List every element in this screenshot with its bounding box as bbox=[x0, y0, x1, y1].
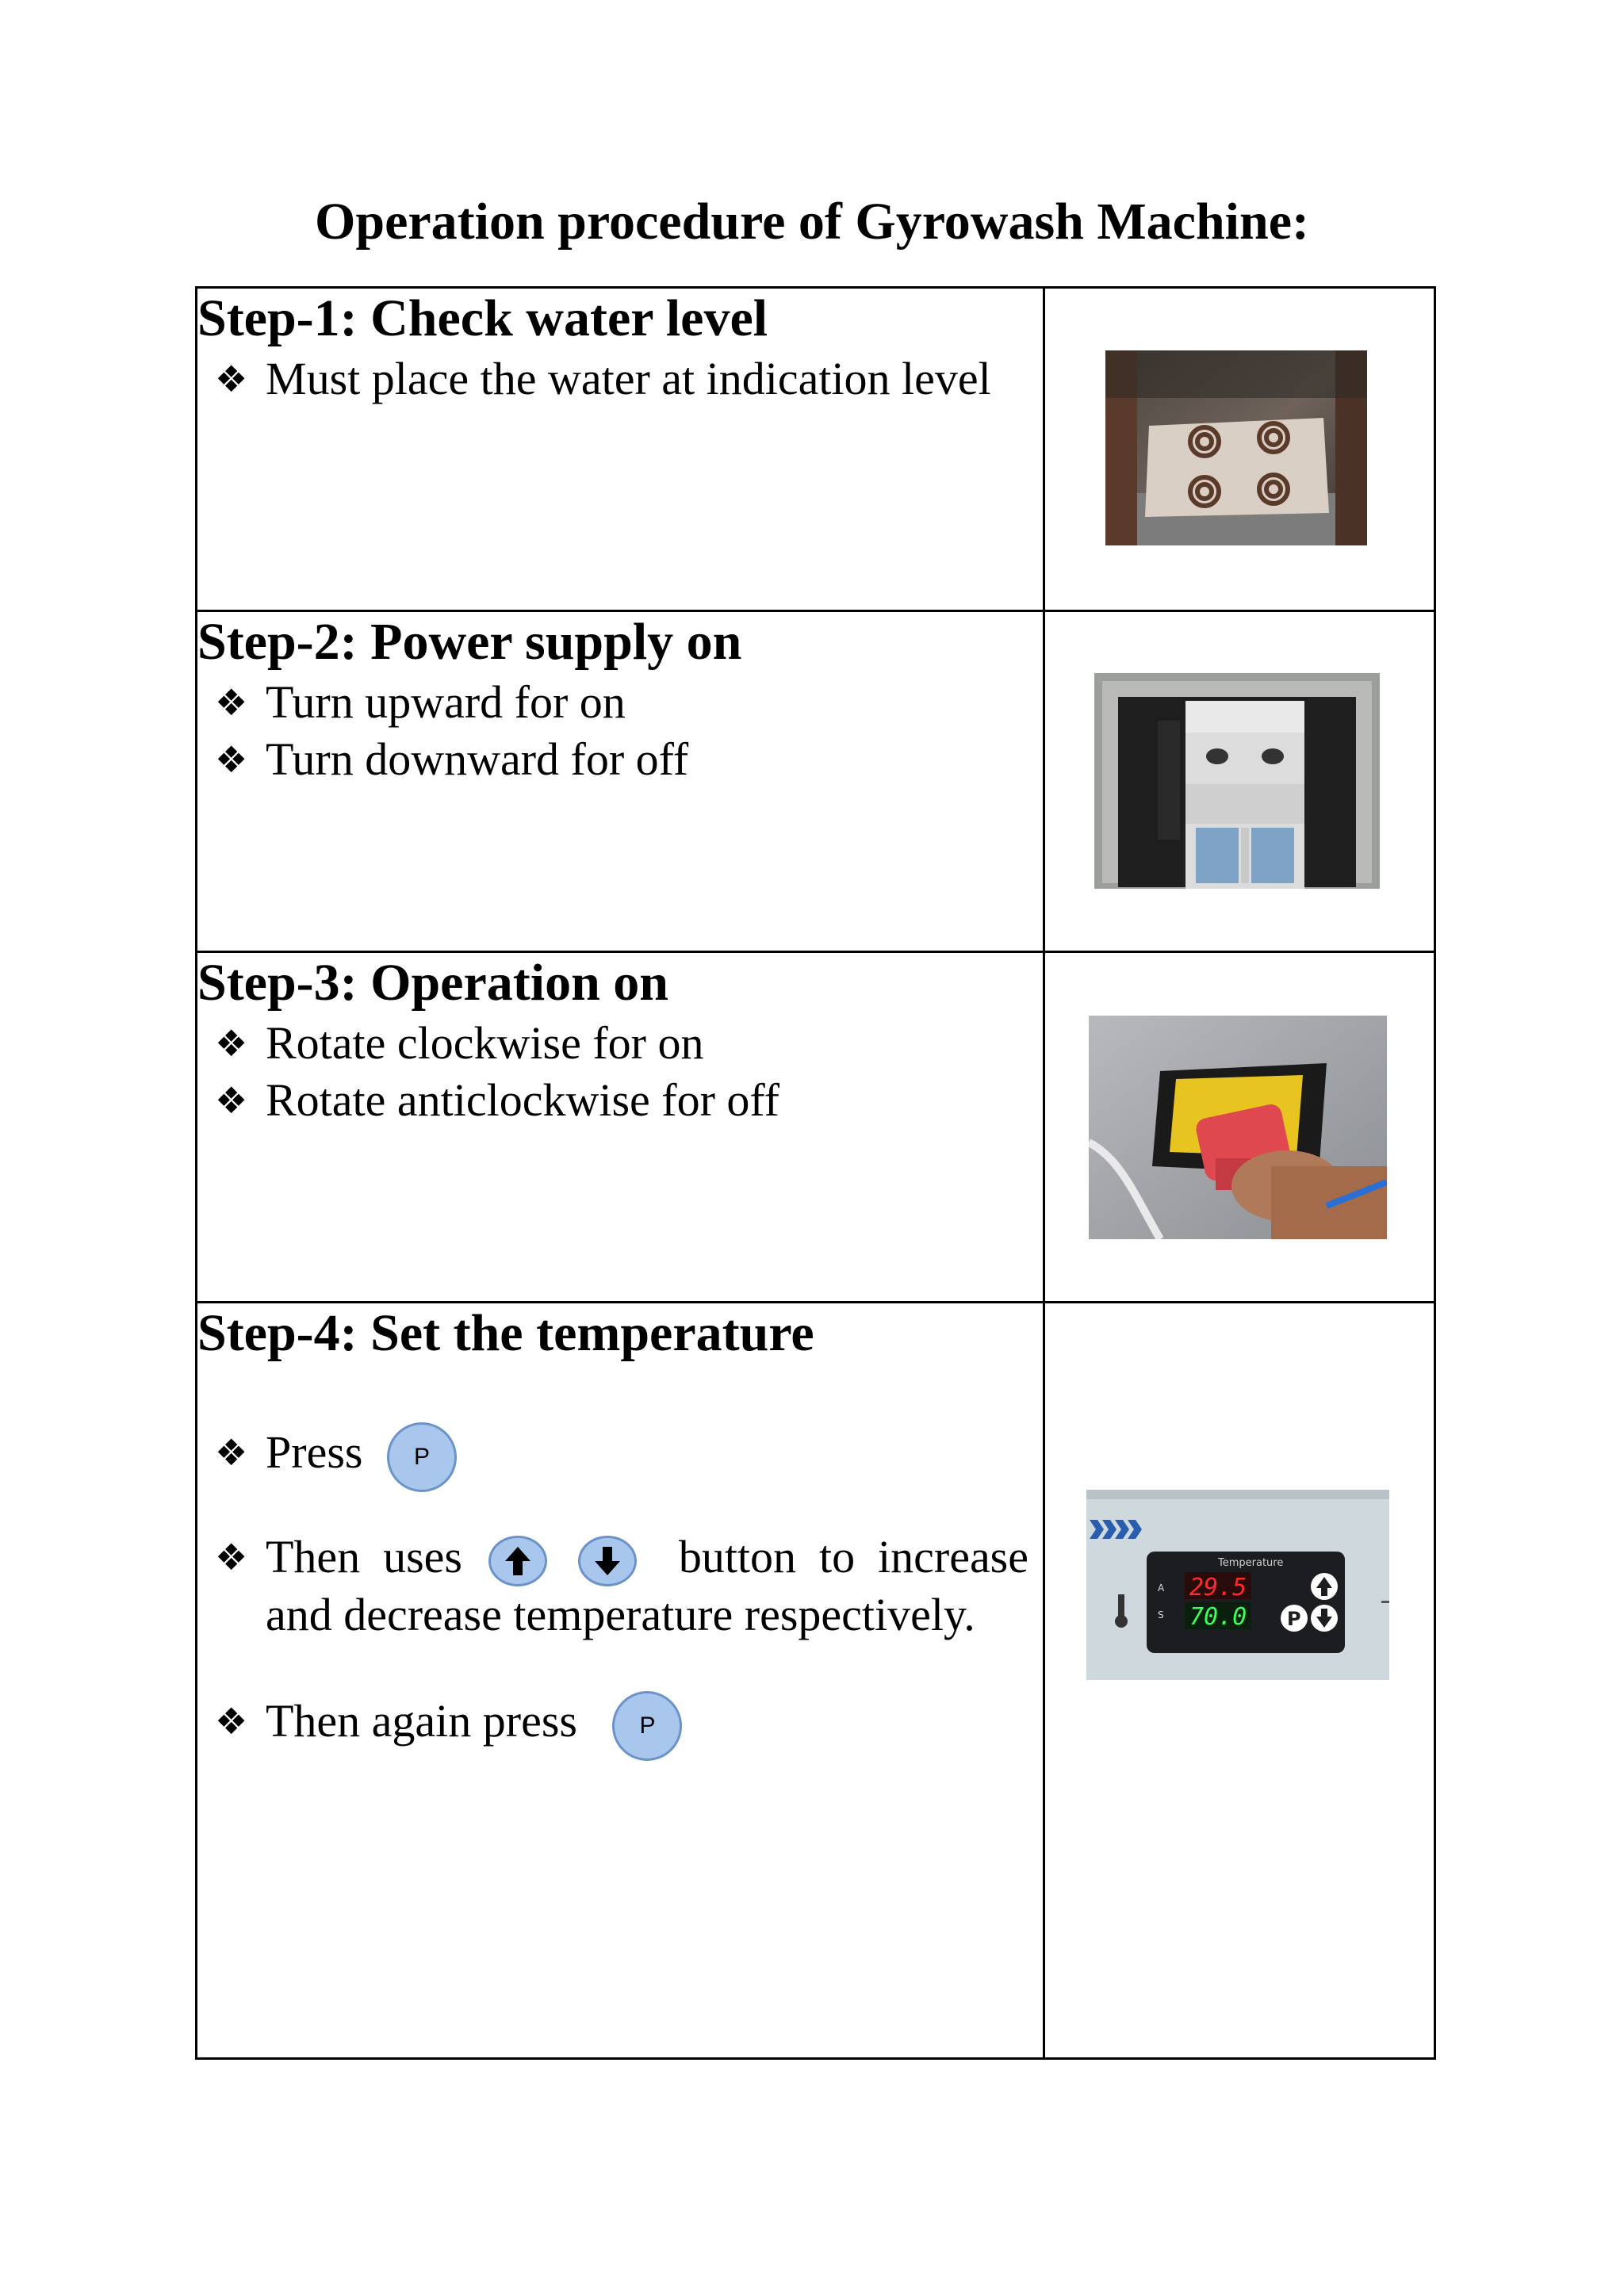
diamond-bullet-icon: ❖ bbox=[215, 738, 248, 781]
set-temperature-readout: 70.0 bbox=[1189, 1603, 1247, 1631]
bullet-text: Rotate clockwise for on bbox=[266, 1017, 704, 1069]
step-3-bullet-2 bbox=[215, 1072, 1043, 1129]
bullet-text: Rotate anticlockwise for off bbox=[266, 1074, 779, 1126]
diamond-bullet-icon: ❖ bbox=[215, 1700, 248, 1743]
step-4-bullets bbox=[197, 1414, 1043, 1761]
step-row-3 bbox=[197, 952, 1435, 1303]
step-row-2 bbox=[197, 611, 1435, 952]
p-button-icon: P bbox=[387, 1422, 457, 1492]
step-4-bullet-adjust bbox=[215, 1529, 1043, 1644]
step-4-image-cell bbox=[1044, 1303, 1435, 2059]
bullet-text: button to increase and decrease temperature respectively. bbox=[266, 1530, 1028, 1641]
bullet-text: Turn downward for off bbox=[266, 733, 689, 785]
diamond-bullet-icon: ❖ bbox=[215, 1079, 248, 1122]
actual-temperature-readout: 29.5 bbox=[1189, 1574, 1247, 1601]
bullet-text: Press bbox=[266, 1426, 363, 1478]
step-4-heading: Step-4: Set the temperature bbox=[197, 1304, 814, 1362]
step-2-bullets bbox=[197, 674, 1043, 788]
bullet-text: Then uses bbox=[266, 1530, 462, 1582]
diamond-bullet-icon: ❖ bbox=[215, 1431, 248, 1474]
step-1-bullet-1 bbox=[215, 350, 1043, 408]
page-title: Operation procedure of Gyrowash Machine: bbox=[315, 193, 1309, 251]
circuit-breaker-photo bbox=[1094, 673, 1380, 889]
controller-actual-row-label: A bbox=[1158, 1582, 1165, 1594]
step-4-bullet-again bbox=[215, 1683, 1043, 1761]
step-2-bullet-2 bbox=[215, 731, 1043, 788]
step-4-bullet-press bbox=[215, 1414, 1043, 1492]
water-tank-photo bbox=[1105, 350, 1367, 545]
p-button-icon: P bbox=[612, 1691, 682, 1761]
step-3-bullets bbox=[197, 1015, 1043, 1129]
arrow-up-button-icon bbox=[488, 1536, 547, 1586]
step-3-image-cell bbox=[1044, 952, 1435, 1303]
bullet-text: Must place the water at indication level bbox=[266, 353, 991, 404]
step-3-text-cell bbox=[197, 952, 1044, 1303]
step-1-bullets bbox=[197, 350, 1043, 408]
step-3-heading: Step-3: Operation on bbox=[197, 954, 668, 1012]
controller-p-key: P bbox=[1287, 1608, 1301, 1630]
step-2-heading: Step-2: Power supply on bbox=[197, 613, 742, 671]
temperature-controller-photo bbox=[1086, 1490, 1389, 1680]
diamond-bullet-icon: ❖ bbox=[215, 358, 248, 400]
bullet-text: Turn upward for on bbox=[266, 676, 626, 728]
step-row-1 bbox=[197, 288, 1435, 611]
diamond-bullet-icon: ❖ bbox=[215, 1022, 248, 1065]
controller-set-row-label: S bbox=[1158, 1609, 1164, 1621]
step-2-bullet-1 bbox=[215, 674, 1043, 731]
step-1-heading: Step-1: Check water level bbox=[197, 289, 768, 347]
step-1-image-cell bbox=[1044, 288, 1435, 611]
step-2-image-cell bbox=[1044, 611, 1435, 952]
step-4-text-cell bbox=[197, 1303, 1044, 2059]
step-2-text-cell bbox=[197, 611, 1044, 952]
diamond-bullet-icon: ❖ bbox=[215, 681, 248, 724]
controller-panel-label: Temperature bbox=[1218, 1557, 1284, 1569]
arrow-down-button-icon bbox=[578, 1536, 637, 1586]
step-row-4 bbox=[197, 1303, 1435, 2059]
step-3-bullet-1 bbox=[215, 1015, 1043, 1072]
bullet-text: Then again press bbox=[266, 1695, 577, 1747]
diamond-bullet-icon: ❖ bbox=[215, 1535, 248, 1578]
rotary-switch-photo bbox=[1089, 1016, 1387, 1239]
procedure-table bbox=[195, 286, 1436, 2060]
step-1-text-cell bbox=[197, 288, 1044, 611]
